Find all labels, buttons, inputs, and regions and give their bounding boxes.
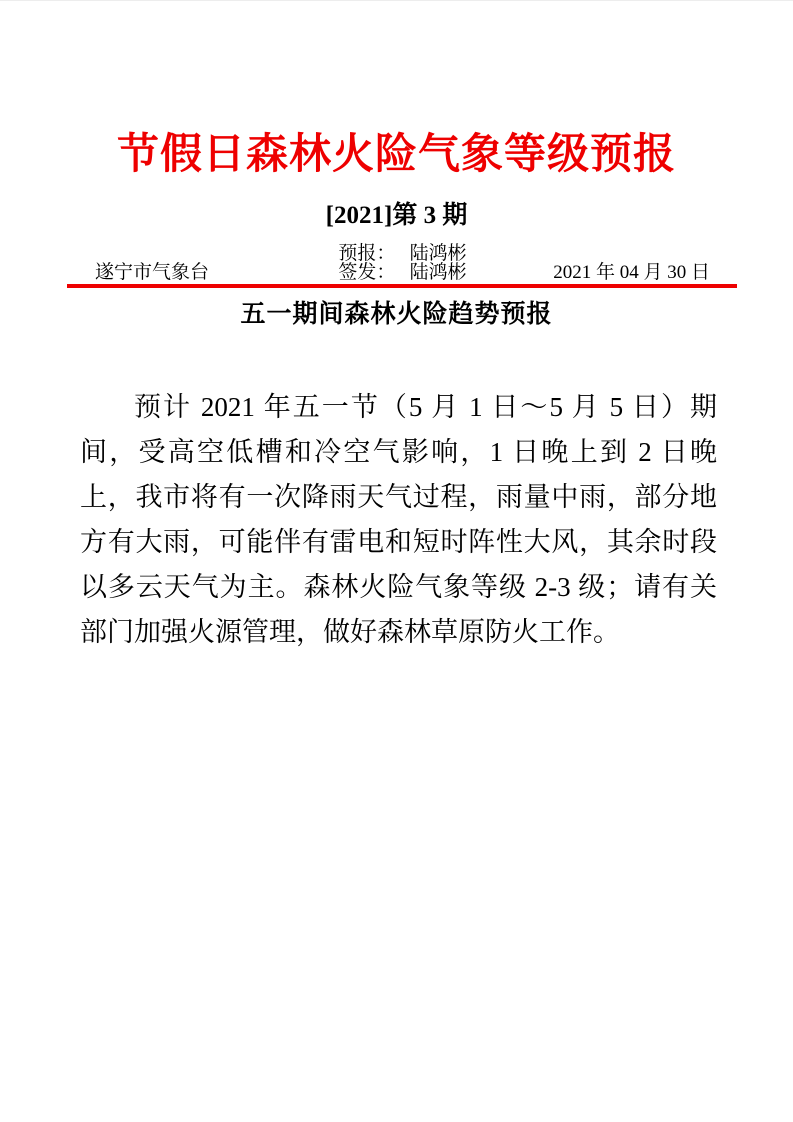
issue-number: [2021]第 3 期 (325, 202, 468, 229)
issue-date: 2021 年 04 月 30 日 (553, 262, 710, 283)
masthead (0, 244, 793, 282)
document-title: 节假日森林火险气象等级预报 (116, 132, 676, 178)
section-title: 五一期间森林火险趋势预报 (240, 300, 553, 328)
masthead-row-forecaster (95, 244, 710, 263)
red-divider-line (67, 284, 737, 288)
forecast-paragraph: 预计 2021 年五一节（5 月 1 日～5 月 5 日）期间，受高空低槽和冷空气影响，1 日晚上到 2 日晚上，我市将有一次降雨天气过程，雨量中雨，部分地方有大雨，可能伴有雷电和短时阵性大风，其余时段以多云天气为主。森林火险气象等级 2-3 级；请有关部门加强火源管理，做好森林草原防火工作。 (80, 392, 717, 647)
forecaster-label: 预报： (338, 243, 396, 264)
forecaster-name: 陆鸿彬 (409, 243, 467, 264)
masthead-row-issuer (95, 263, 710, 282)
issuer-name: 陆鸿彬 (409, 262, 467, 283)
issuer-label: 签发： (338, 262, 396, 283)
agency-name: 遂宁市气象台 (95, 262, 210, 283)
forecaster-pair (338, 244, 466, 263)
issuer-pair (338, 263, 466, 282)
